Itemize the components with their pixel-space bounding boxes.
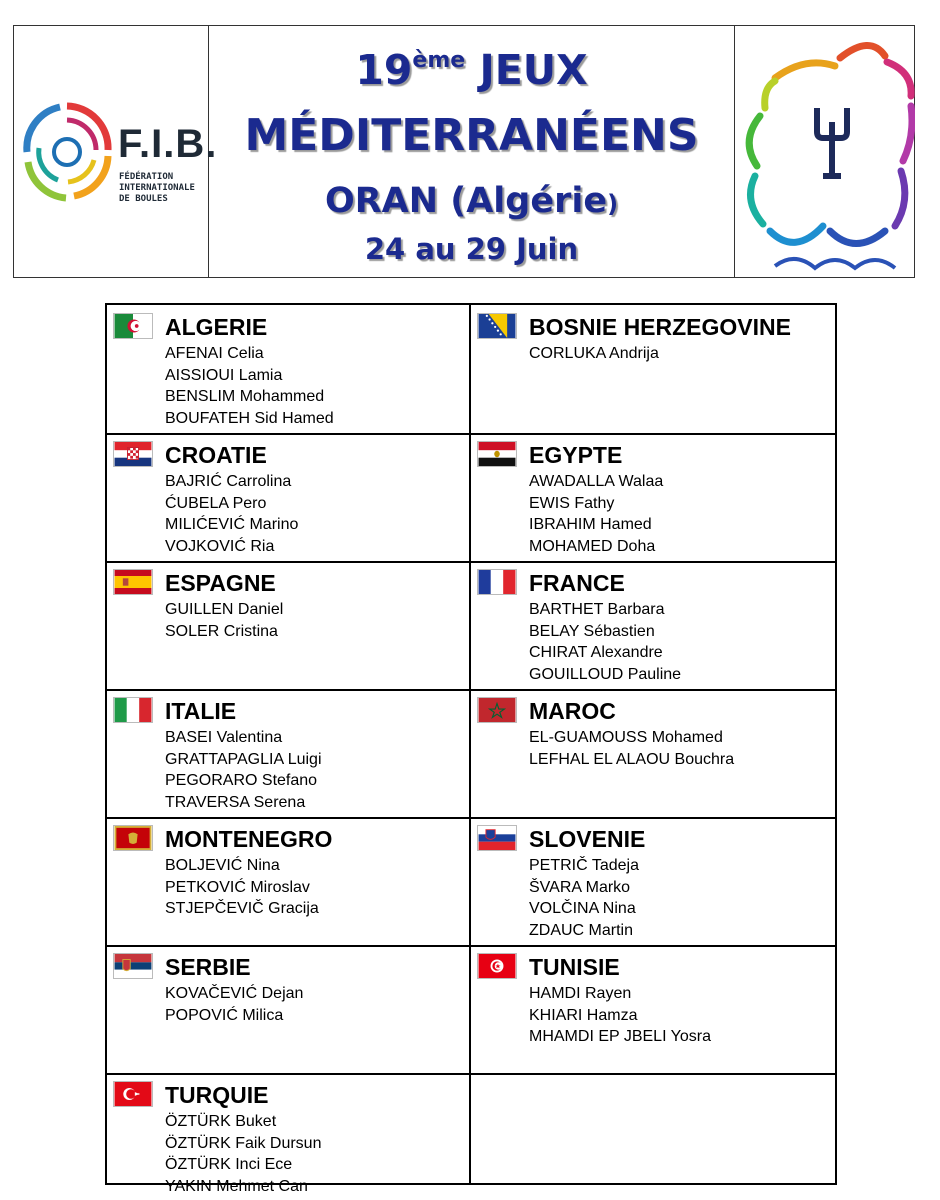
croatia-flag-icon (113, 441, 153, 467)
fib-logo-icon (22, 98, 112, 208)
player-name: EWIS Fathy (529, 494, 615, 512)
player-name: BARTHET Barbara (529, 601, 665, 618)
team-cell-croatia (107, 433, 471, 561)
player-name: AISSIOUI Lamia (165, 366, 283, 384)
player-list (165, 983, 303, 1026)
event-title-panel (209, 26, 735, 277)
player-name: ÖZTÜRK Inci Ece (165, 1156, 293, 1173)
country-name: CROATIE (165, 442, 267, 468)
player-name: AFENAI Celia (165, 345, 264, 362)
country-name: SLOVENIE (529, 826, 646, 852)
event-location: ORAN (Algérie) (324, 181, 619, 221)
player-list (529, 471, 663, 557)
team-cell-italy (107, 689, 471, 817)
player-name: VOLČINA Nina (529, 900, 636, 917)
player-name: HAMDI Rayen (529, 985, 632, 1002)
player-name: CHIRAT Alexandre (529, 644, 663, 661)
player-name: PETRIČ Tadeja (529, 857, 639, 874)
player-name: ŠVARA Marko (529, 878, 631, 896)
player-name: EL-GUAMOUSS Mohamed (529, 729, 723, 746)
serbia-flag-icon (113, 953, 153, 979)
player-list (165, 855, 319, 920)
player-list (165, 1111, 321, 1197)
player-name: POPOVIĆ Milica (165, 1006, 284, 1024)
team-cell-egypt (471, 433, 835, 561)
country-name: MONTENEGRO (165, 826, 333, 852)
algeria-flag-icon (113, 313, 153, 339)
player-name: ZDAUC Martin (529, 921, 634, 939)
country-name: ESPAGNE (165, 570, 276, 596)
country-name: EGYPTE (529, 442, 623, 468)
player-name: SOLER Cristina (165, 622, 278, 640)
player-name: MILIĆEVIĆ Marino (165, 516, 299, 533)
morocco-flag-icon (477, 697, 517, 723)
team-cell-bosnia (471, 305, 835, 433)
player-name: IBRAHIM Hamed (529, 516, 652, 533)
mediterranean-games-logo-icon (735, 26, 915, 277)
team-cell-france (471, 561, 835, 689)
slovenia-flag-icon (477, 825, 517, 851)
country-name: MAROC (529, 698, 616, 724)
table-row (107, 561, 835, 691)
tunisia-flag-icon (477, 953, 517, 979)
player-name: KHIARI Hamza (529, 1006, 638, 1024)
country-name: TUNISIE (529, 954, 620, 980)
player-name: BASEI Valentina (165, 729, 283, 746)
player-list (165, 343, 334, 429)
player-name: VOJKOVIĆ Ria (165, 537, 275, 555)
player-list (529, 727, 734, 770)
table-row (107, 305, 835, 435)
team-cell-tunisia (471, 945, 835, 1073)
player-list (165, 727, 322, 813)
event-title-line-2: MÉDITERRANÉENS (244, 110, 699, 161)
player-name: ĆUBELA Pero (165, 494, 267, 512)
player-name: BOLJEVIĆ Nina (165, 857, 280, 874)
player-name: MOHAMED Doha (529, 537, 656, 555)
player-name: PEGORARO Stefano (165, 772, 318, 789)
team-cell-morocco (471, 689, 835, 817)
document-header (13, 25, 915, 278)
team-cell-turkey (107, 1073, 471, 1195)
country-name: FRANCE (529, 570, 625, 596)
player-name: BENSLIM Mohammed (165, 388, 325, 405)
event-title-line-1: 19ème JEUX (355, 46, 588, 94)
country-name: SERBIE (165, 954, 251, 980)
team-cell-spain (107, 561, 471, 689)
player-name: PETKOVIĆ Miroslav (165, 878, 310, 896)
team-cell-slovenia (471, 817, 835, 945)
player-name: ÖZTÜRK Buket (165, 1113, 277, 1130)
player-name: AWADALLA Walaa (529, 473, 664, 490)
player-name: TRAVERSA Serena (165, 793, 306, 811)
spain-flag-icon (113, 569, 153, 595)
player-list (529, 343, 659, 365)
country-name: ALGERIE (165, 314, 268, 340)
team-cell-montenegro (107, 817, 471, 945)
player-name: GOUILLOUD Pauline (529, 665, 682, 683)
team-cell-serbia (107, 945, 471, 1073)
player-list (529, 855, 639, 941)
teams-table (105, 303, 837, 1195)
table-row (107, 433, 835, 563)
player-list (529, 983, 711, 1048)
player-name: BAJRIĆ Carrolina (165, 473, 292, 490)
player-name: BELAY Sébastien (529, 622, 655, 640)
fib-abbreviation: F.I.B. (118, 122, 218, 166)
table-row (107, 1073, 835, 1195)
player-name: ÖZTÜRK Faik Dursun (165, 1134, 322, 1152)
table-row (107, 945, 835, 1075)
player-name: BOUFATEH Sid Hamed (165, 409, 334, 427)
player-name: GRATTAPAGLIA Luigi (165, 750, 322, 768)
team-cell-algeria (107, 305, 471, 433)
player-name: KOVAČEVIĆ Dejan (165, 985, 304, 1002)
bosnia-flag-icon (477, 313, 517, 339)
italy-flag-icon (113, 697, 153, 723)
player-list (165, 471, 298, 557)
table-row (107, 817, 835, 947)
player-name: YAKIN Mehmet Can (165, 1177, 308, 1195)
turkey-flag-icon (113, 1081, 153, 1107)
montenegro-flag-icon (113, 825, 153, 851)
country-name: BOSNIE HERZEGOVINE (529, 314, 791, 340)
player-name: GUILLEN Daniel (165, 601, 284, 618)
country-name: ITALIE (165, 698, 237, 724)
country-name: TURQUIE (165, 1082, 269, 1108)
france-flag-icon (477, 569, 517, 595)
table-row (107, 689, 835, 819)
player-name: CORLUKA Andrija (529, 345, 659, 362)
player-name: STJEPČEVIČ Gracija (165, 900, 319, 917)
egypt-flag-icon (477, 441, 517, 467)
empty-cell (471, 1073, 835, 1183)
fib-full-name: FÉDÉRATION INTERNATIONALE DE BOULES (119, 172, 195, 204)
games-logo-panel (735, 26, 915, 277)
player-list (165, 599, 283, 642)
player-name: MHAMDI EP JBELI Yosra (529, 1028, 711, 1045)
player-list (529, 599, 681, 685)
player-name: LEFHAL EL ALAOU Bouchra (529, 750, 735, 768)
event-dates: 24 au 29 Juin (364, 232, 579, 266)
fib-logo-panel (14, 26, 218, 277)
